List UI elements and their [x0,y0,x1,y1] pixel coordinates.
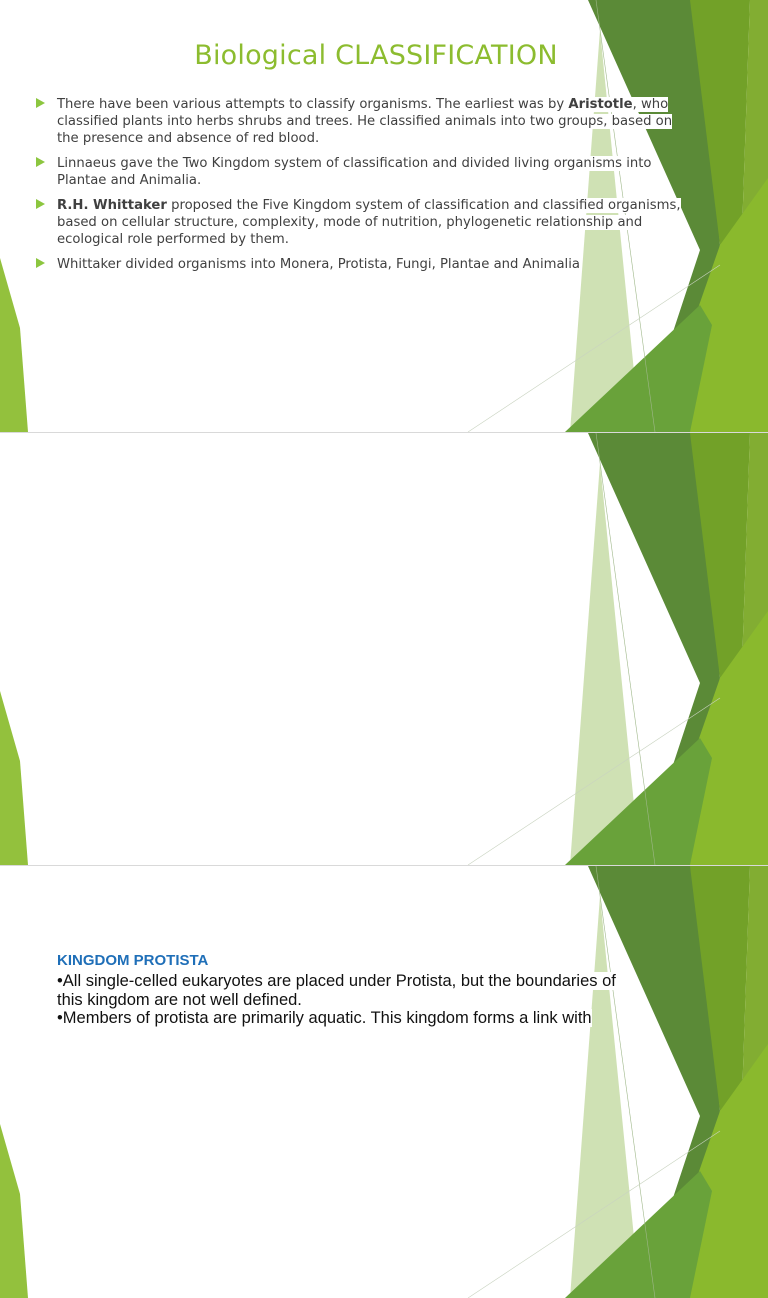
bullet-item: There have been various attempts to classify organisms. The earliest was by Aristotle, who classified plants into herbs shrubs and trees. He classified animals into two groups, based on the presence and absence of red blood. [34,96,684,147]
triangle-bullet-icon [36,258,45,268]
triangle-bullet-icon [36,157,45,167]
bullet-item: R.H. Whittaker proposed the Five Kingdom system of classification and classified organisms, based on cellular structure, complexity, mode of nutrition, phylogenetic relationship and ecological role performed by them. [34,197,684,248]
slide-3 [0,866,768,1298]
slide-2 [0,433,768,865]
slide-1 [0,0,768,432]
body-text [57,972,677,1028]
bullet-item: Whittaker divided organisms into Monera, Protista, Fungi, Plantae and Animalia [34,256,684,273]
slide-title: Biological CLASSIFICATION [194,40,558,71]
green-facet-decoration [0,433,768,865]
bullet-item: Linnaeus gave the Two Kingdom system of classification and divided living organisms into Plantae and Animalia. [34,155,684,189]
green-facet-decoration [0,866,768,1298]
body-line: this kingdom are not well defined. [57,990,302,1009]
triangle-bullet-icon [36,199,45,209]
section-heading: KINGDOM PROTISTA [57,952,209,969]
body-line: •All single-celled eukaryotes are placed under Protista, but the boundaries of [57,972,616,990]
triangle-bullet-icon [36,98,45,108]
bullet-list [34,96,684,281]
body-line: •Members of protista are primarily aquatic. This kingdom forms a link with [57,1009,592,1027]
